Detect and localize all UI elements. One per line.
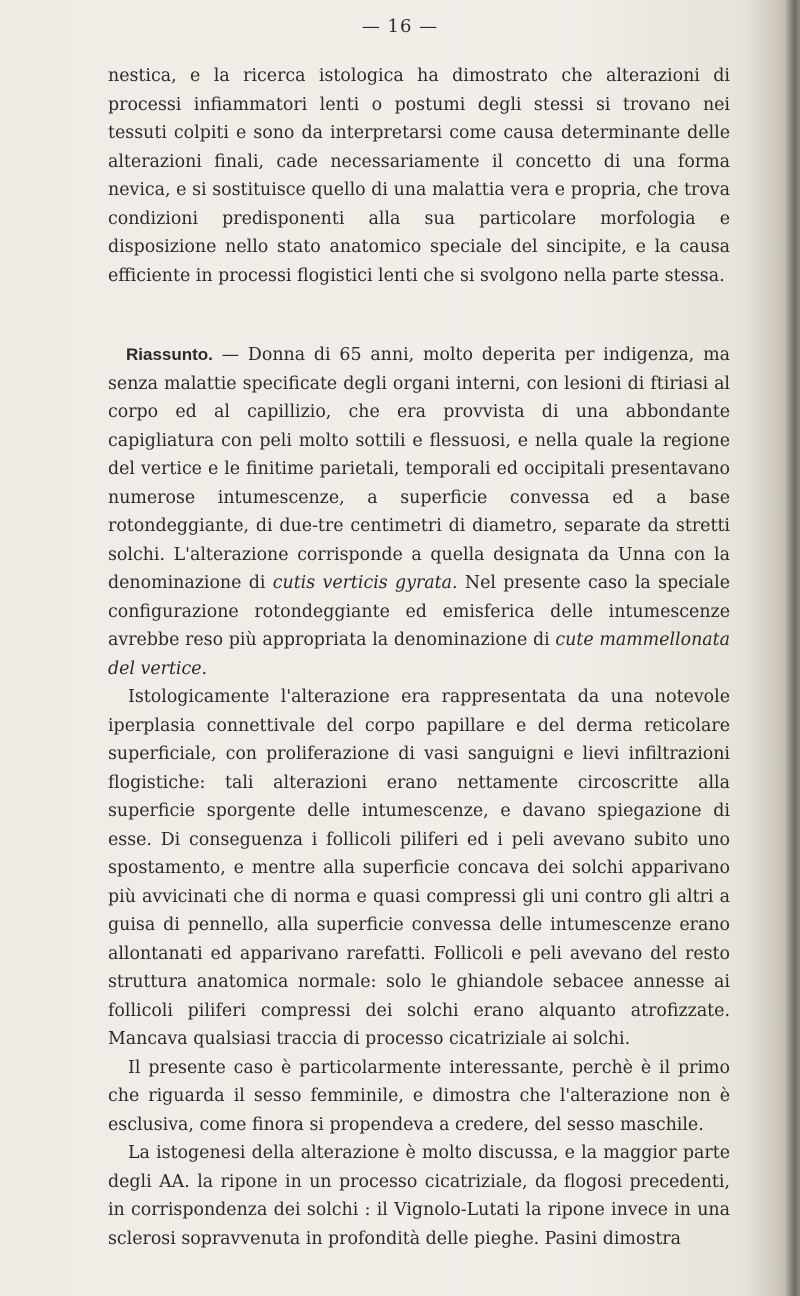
paragraph-female-case: Il presente caso è particolarmente interessante, perchè è il primo che riguarda il sesso femminile, e dimostra che l'alterazione non è esclusiva, come finora si propendeva a credere, del sesso maschile. xyxy=(108,1057,730,1135)
summary-text-1: — Donna di 65 anni, molto deperita per indigenza, ma senza malattie specificate degli organi interni, con lesioni di ftiriasi al corpo ed al capillizio, che era provvista di una abbondante capigliatura con peli molto sottili e flessuosi, e nella quale la regione del vertice e le finitime parietali, temporali ed occipitali presentavano numerose intumescenze, a superficie convessa ed a base rotondeggiante, di due-tre centimetri di diametro, separate da stretti solchi. L'alterazione corrisponde a quella designata da Unna con la denominazione di xyxy=(108,345,730,593)
summary-text-3: . xyxy=(201,658,208,679)
page-number: — 16 — xyxy=(361,16,439,37)
summary-section xyxy=(108,341,730,1253)
paragraph-histology: Istologicamente l'alterazione era rappresentata da una notevole iperplasia connettivale del corpo papillare e del derma reticolare superficiale, con proliferazione di vasi sanguigni e lievi infiltrazioni flogistiche: tali alterazioni erano nettamente circoscritte alla superficie sporgente delle intumescenze, e davano spiegazione di esse. Di conseguenza i follicoli piliferi ed i peli avevano subito uno spostamento, e mentre alla superficie concava dei solchi apparivano più avvicinati che di norma e quasi compressi gli uni contro gli altri a guisa di pennello, alla superficie convessa delle intumescenze erano allontanati ed apparivano rarefatti. Follicoli e peli avevano del resto struttura anatomica normale: solo le ghiandole sebacee annesse ai follicoli piliferi compressi dei solchi erano alquanto atrofizzate. Mancava qualsiasi traccia di processo cicatriziale ai solchi. xyxy=(108,687,730,1049)
paragraph-histogenesis: La istogenesi della alterazione è molto discussa, e la maggior parte degli AA. la ripone in un processo cicatriziale, da flogosi precedenti, in corrispondenza dei solchi : il Vignolo-Lutati la ripone invece in una sclerosi sopravvenuta in profondità delle pieghe. Pasini dimostra xyxy=(108,1143,730,1249)
intro-paragraph: nestica, e la ricerca istologica ha dimostrato che alterazioni di processi infiammatori lenti o postumi degli stessi si trovano nei tessuti colpiti e sono da interpretarsi come causa determinante delle alterazioni finali, cade necessariamente il concetto di una forma nevica, e si sostituisce quello di una malattia vera e propria, che trova condizioni predisponenti alla sua particolare morfologia e disposizione nello stato anatomico speciale del sincipite, e la causa efficiente in processi flogistici lenti che si svolgono nella parte stessa. xyxy=(108,66,730,286)
term-cutis-verticis-gyrata: cutis verticis gyrata xyxy=(272,573,453,593)
section-title: Riassunto. xyxy=(126,345,213,364)
page-edge xyxy=(786,0,800,1296)
summary-text-2: . Nel presente caso la speciale configurazione rotondeggiante ed emisferica delle intumescenze avrebbe reso più appropriata la denominazione di xyxy=(108,573,730,650)
summary-paragraph xyxy=(108,341,730,683)
term-cute-mammellonata: cute mammellonata del vertice xyxy=(108,630,730,679)
